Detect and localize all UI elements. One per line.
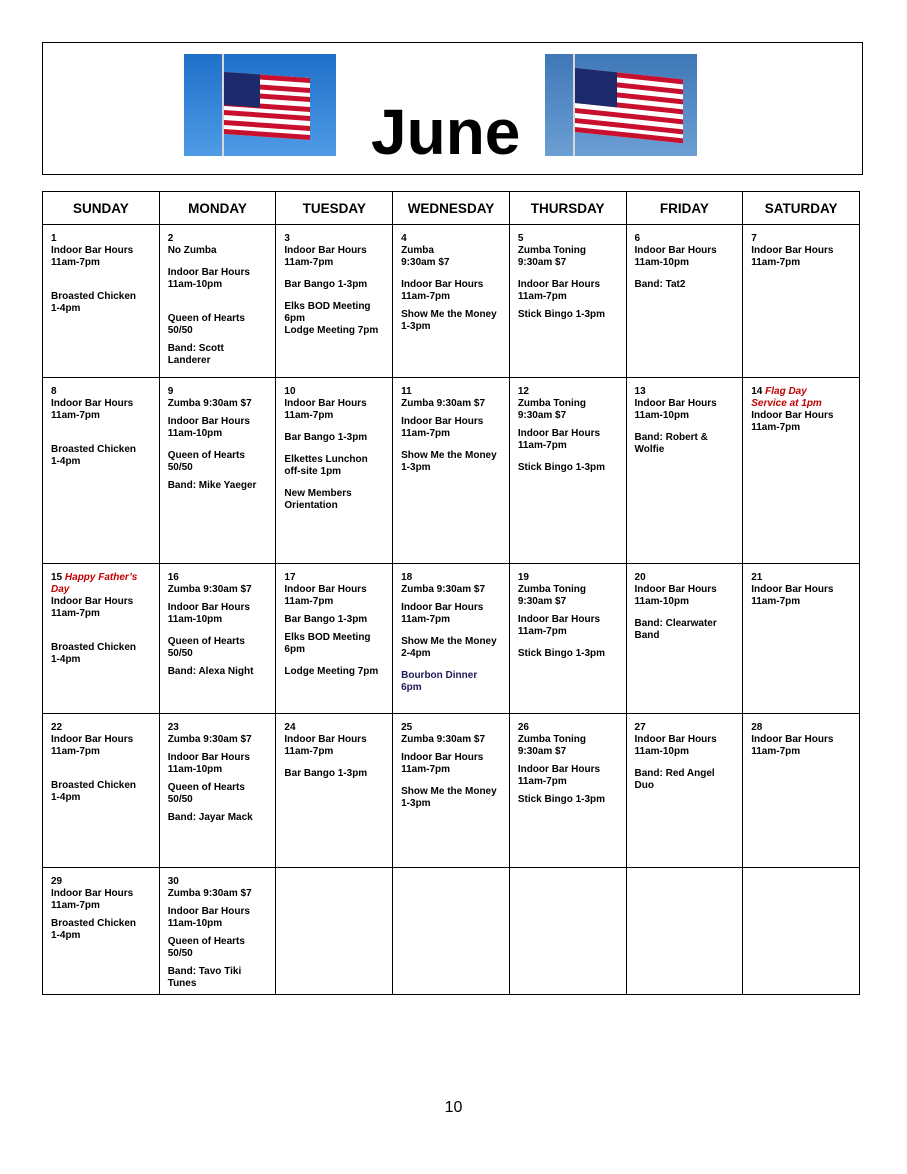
- day-cell: [393, 225, 510, 378]
- event-entry: Indoor Bar Hours 11am-10pm: [634, 584, 717, 607]
- event-entry: Zumba 9:30am $7: [167, 734, 252, 745]
- event-entry: Band: Alexa Night: [167, 666, 254, 677]
- day-cell: [159, 378, 276, 564]
- event-entry: Indoor Bar Hours 11am-7pm: [751, 584, 834, 607]
- american-flag-icon: [184, 54, 336, 156]
- event-entry: Indoor Bar Hours 11am-7pm: [517, 279, 601, 302]
- event-entry: Indoor Bar Hours 11am-7pm: [517, 428, 601, 451]
- day-cell: [393, 714, 510, 868]
- week-row: [43, 868, 860, 995]
- event-entry: Indoor Bar Hours 11am-7pm: [751, 734, 834, 757]
- event-entry: Band: Clearwater Band: [634, 618, 717, 641]
- day-cell: [509, 225, 626, 378]
- day-number: 28: [751, 722, 763, 733]
- event-entry: Zumba Toning 9:30am $7: [517, 584, 586, 607]
- event-entry: Zumba Toning 9:30am $7: [517, 734, 586, 757]
- day-number: 3: [284, 233, 290, 244]
- day-cell: [43, 714, 160, 868]
- event-entry: Queen of Hearts 50/50: [167, 936, 245, 959]
- day-cell: [43, 378, 160, 564]
- day-cell: [43, 225, 160, 378]
- day-number: 23: [167, 722, 179, 733]
- day-cell: [159, 714, 276, 868]
- day-cell: [43, 868, 160, 995]
- day-cell: [43, 564, 160, 714]
- event-entry: Indoor Bar Hours 11am-7pm: [51, 888, 134, 911]
- day-cell: [393, 564, 510, 714]
- event-entry: Stick Bingo 1-3pm: [517, 794, 606, 805]
- event-entry: Bourbon Dinner 6pm: [401, 670, 478, 693]
- calendar-grid: [42, 191, 860, 995]
- weekday-header: MONDAY: [159, 192, 276, 225]
- event-entry: Indoor Bar Hours 11am-7pm: [51, 245, 134, 268]
- day-cell: [509, 714, 626, 868]
- week-row: [43, 564, 860, 714]
- day-number: 6: [634, 233, 641, 244]
- day-number: 14: [751, 386, 763, 397]
- empty-day-cell: [276, 868, 393, 995]
- weekday-header: SUNDAY: [43, 192, 160, 225]
- weekday-header: WEDNESDAY: [393, 192, 510, 225]
- day-number: 12: [517, 386, 529, 397]
- day-cell: [276, 564, 393, 714]
- event-entry: Stick Bingo 1-3pm: [517, 462, 606, 473]
- day-number: 20: [634, 572, 646, 583]
- event-entry: Indoor Bar Hours 11am-7pm: [751, 410, 834, 433]
- event-entry: Band: Tavo Tiki Tunes: [167, 966, 242, 989]
- day-number: 8: [51, 386, 57, 397]
- event-entry: Indoor Bar Hours 11am-7pm: [284, 398, 367, 421]
- event-entry: Bar Bango 1-3pm: [284, 279, 368, 290]
- day-number: 7: [751, 233, 757, 244]
- event-entry: Indoor Bar Hours 11am-10pm: [167, 906, 250, 929]
- event-entry: Show Me the Money 2-4pm: [401, 636, 497, 659]
- event-entry: Zumba 9:30am $7: [167, 398, 252, 409]
- event-entry: Indoor Bar Hours 11am-7pm: [517, 764, 601, 787]
- day-number: 4: [401, 233, 407, 244]
- event-entry: Bar Bango 1-3pm: [284, 768, 368, 779]
- page-number: 10: [444, 1099, 463, 1116]
- day-cell: [626, 378, 743, 564]
- event-entry: Queen of Hearts 50/50: [167, 782, 245, 805]
- event-entry: No Zumba: [167, 245, 217, 256]
- day-number: 25: [401, 722, 413, 733]
- weekday-header: TUESDAY: [276, 192, 393, 225]
- event-entry: Broasted Chicken 1-4pm: [51, 780, 137, 803]
- event-entry: Indoor Bar Hours 11am-7pm: [401, 752, 484, 775]
- event-entry: Indoor Bar Hours 11am-10pm: [167, 602, 250, 625]
- event-entry: Band: Scott Landerer: [167, 343, 224, 366]
- event-entry: Stick Bingo 1-3pm: [517, 648, 606, 659]
- day-cell: [509, 378, 626, 564]
- event-entry: Indoor Bar Hours 11am-7pm: [751, 245, 834, 268]
- day-number: 30: [167, 876, 179, 887]
- holiday-note: Happy Father’s Day: [51, 572, 138, 595]
- day-number: 27: [634, 722, 646, 733]
- page-title: June: [371, 96, 521, 168]
- day-cell: [276, 378, 393, 564]
- event-entry: Show Me the Money 1-3pm: [401, 786, 497, 809]
- day-number: 13: [634, 386, 646, 397]
- day-number: 18: [401, 572, 413, 583]
- event-entry: Band: Jayar Mack: [167, 812, 253, 823]
- event-entry: Band: Red Angel Duo: [634, 768, 715, 791]
- empty-day-cell: [509, 868, 626, 995]
- day-number: 5: [517, 233, 524, 244]
- day-number: 21: [751, 572, 763, 583]
- event-entry: Zumba 9:30am $7: [167, 888, 252, 899]
- day-cell: [626, 225, 743, 378]
- event-entry: Indoor Bar Hours 11am-7pm: [517, 614, 601, 637]
- weekday-header-row: [43, 192, 860, 225]
- day-cell: [626, 714, 743, 868]
- event-entry: Queen of Hearts 50/50: [167, 450, 245, 473]
- day-cell: [276, 225, 393, 378]
- event-entry: Indoor Bar Hours 11am-10pm: [634, 245, 717, 268]
- event-entry: Zumba 9:30am $7: [401, 734, 486, 745]
- day-number: 15: [51, 572, 63, 583]
- event-entry: Indoor Bar Hours 11am-10pm: [167, 416, 250, 439]
- day-number: 17: [284, 572, 296, 583]
- holiday-note: Flag Day Service at 1pm: [751, 386, 822, 409]
- day-cell: [509, 564, 626, 714]
- day-cell: [743, 378, 860, 564]
- event-entry: Broasted Chicken 1-4pm: [51, 918, 137, 941]
- event-entry: Stick Bingo 1-3pm: [517, 309, 606, 320]
- event-entry: Indoor Bar Hours 11am-7pm: [51, 398, 134, 421]
- event-entry: Broasted Chicken 1-4pm: [51, 291, 137, 314]
- day-number: 1: [51, 233, 57, 244]
- day-number-with-holiday: [51, 572, 153, 596]
- event-entry: Lodge Meeting 7pm: [284, 666, 379, 677]
- event-entry: Zumba 9:30am $7: [401, 398, 486, 409]
- day-number: 11: [401, 386, 412, 397]
- day-number: 24: [284, 722, 296, 733]
- event-entry: Zumba 9:30am $7: [167, 584, 252, 595]
- empty-day-cell: [743, 868, 860, 995]
- day-cell: [743, 225, 860, 378]
- day-cell: [159, 564, 276, 714]
- day-number: 9: [167, 386, 174, 397]
- event-entry: New Members Orientation: [284, 488, 352, 511]
- event-entry: Indoor Bar Hours 11am-10pm: [167, 752, 250, 775]
- day-cell: [743, 564, 860, 714]
- event-entry: Elkettes Lunchon off-site 1pm: [284, 454, 368, 477]
- event-entry: Zumba Toning 9:30am $7: [517, 398, 586, 421]
- event-entry: Bar Bango 1-3pm: [284, 614, 368, 625]
- week-row: [43, 714, 860, 868]
- event-entry: Indoor Bar Hours 11am-10pm: [167, 267, 250, 290]
- day-cell: [159, 868, 276, 995]
- event-entry: Queen of Hearts 50/50: [167, 313, 245, 336]
- empty-day-cell: [626, 868, 743, 995]
- weekday-header: THURSDAY: [509, 192, 626, 225]
- event-entry: Band: Robert & Wolfie: [634, 432, 708, 455]
- event-entry: Elks BOD Meeting 6pm: [284, 632, 371, 655]
- event-entry: Broasted Chicken 1-4pm: [51, 444, 137, 467]
- event-entry: Queen of Hearts 50/50: [167, 636, 245, 659]
- day-number: 26: [517, 722, 529, 733]
- event-entry: Zumba 9:30am $7: [401, 245, 450, 268]
- event-entry: Band: Mike Yaeger: [167, 480, 257, 491]
- event-entry: Indoor Bar Hours 11am-7pm: [51, 596, 134, 619]
- event-entry: Bar Bango 1-3pm: [284, 432, 368, 443]
- day-number: 10: [284, 386, 296, 397]
- day-cell: [626, 564, 743, 714]
- week-row: [43, 378, 860, 564]
- weekday-header: FRIDAY: [626, 192, 743, 225]
- day-cell: [276, 714, 393, 868]
- day-number-with-holiday: [751, 386, 853, 410]
- day-number: 22: [51, 722, 63, 733]
- event-entry: Broasted Chicken 1-4pm: [51, 642, 137, 665]
- empty-day-cell: [393, 868, 510, 995]
- event-entry: Indoor Bar Hours 11am-7pm: [51, 734, 134, 757]
- day-cell: [393, 378, 510, 564]
- day-number: 2: [167, 233, 174, 244]
- event-entry: Zumba Toning 9:30am $7: [517, 245, 586, 268]
- event-entry: Show Me the Money 1-3pm: [401, 309, 497, 332]
- event-entry: Indoor Bar Hours 11am-7pm: [401, 416, 484, 439]
- day-cell: [159, 225, 276, 378]
- event-entry: Indoor Bar Hours 11am-7pm: [401, 279, 484, 302]
- day-cell: [743, 714, 860, 868]
- event-entry: Indoor Bar Hours 11am-10pm: [634, 398, 717, 421]
- event-entry: Show Me the Money 1-3pm: [401, 450, 497, 473]
- event-entry: Indoor Bar Hours 11am-7pm: [284, 245, 367, 268]
- day-number: 16: [167, 572, 179, 583]
- calendar-header: [42, 42, 863, 175]
- event-entry: Indoor Bar Hours 11am-7pm: [284, 734, 367, 757]
- event-entry: Band: Tat2: [634, 279, 686, 290]
- event-entry: Indoor Bar Hours 11am-7pm: [284, 584, 367, 607]
- event-entry: Zumba 9:30am $7: [401, 584, 486, 595]
- day-number: 29: [51, 876, 63, 887]
- event-entry: Elks BOD Meeting 6pm Lodge Meeting 7pm: [284, 301, 379, 336]
- week-row: [43, 225, 860, 378]
- event-entry: Indoor Bar Hours 11am-7pm: [401, 602, 484, 625]
- day-number: 19: [517, 572, 529, 583]
- american-flag-icon: [545, 54, 697, 156]
- weekday-header: SATURDAY: [743, 192, 860, 225]
- event-entry: Indoor Bar Hours 11am-10pm: [634, 734, 717, 757]
